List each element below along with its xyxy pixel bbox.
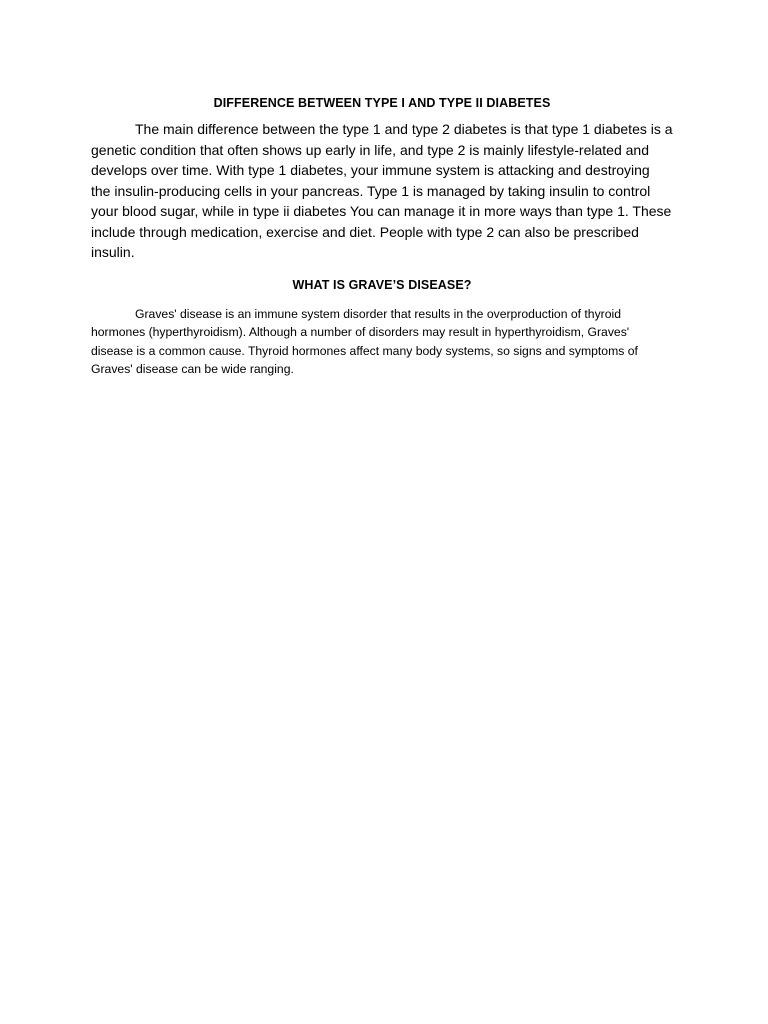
paragraph-diabetes: The main difference between the type 1 and type 2 diabetes is that type 1 diabetes is a genetic condition that often shows up early in life, and type 2 is mainly lifestyle-related and develops over time. With type 1 diabetes, your immune system is attacking and destroying the insulin-producing cells in your pancreas. Type 1 is managed by taking insulin to control your blood sugar, while in type ii diabetes You can manage it in more ways than type 1. These include through medication, exercise and diet. People with type 2 can also be prescribed insulin. (91, 121, 673, 260)
document-body (91, 95, 673, 379)
heading-graves-disease: WHAT IS GRAVE’S DISEASE? (292, 277, 472, 292)
heading-diabetes-difference: DIFFERENCE BETWEEN TYPE I AND TYPE II DIABETES (213, 96, 551, 110)
paragraph-graves: Graves' disease is an immune system disorder that results in the overproduction of thyroid hormones (hyperthyroidism). Although a number of disorders may result in hyperthyroidism, Graves' disease is a common cause. Thyroid hormones affect many body systems, so signs and symptoms of Graves' disease can be wide ranging. (91, 306, 638, 377)
